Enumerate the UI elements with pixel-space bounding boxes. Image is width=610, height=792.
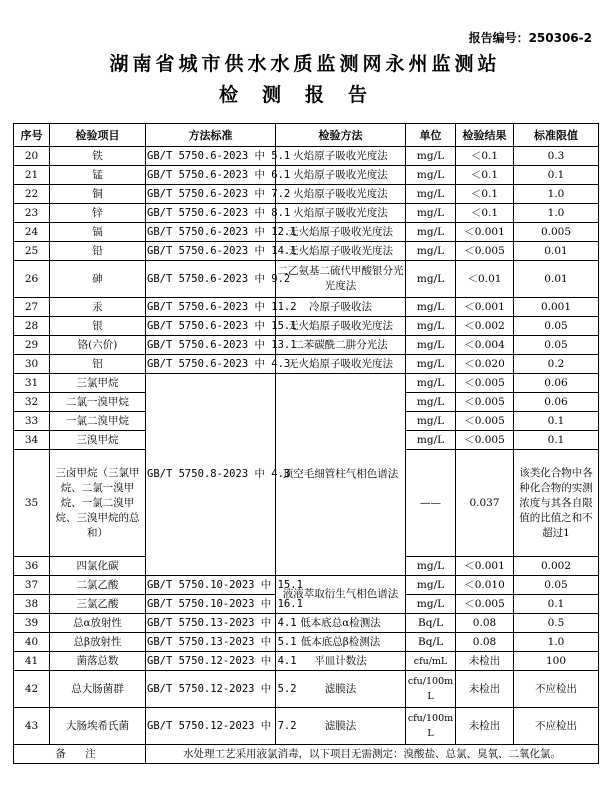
table-header-row [14,124,599,147]
cell-unit: mg/L [406,336,456,355]
cell-item: 镉 [50,223,146,242]
cell-method-merged: 液液萃取衍生气相色谱法 [276,576,406,614]
cell-limit: 0.1 [514,166,599,185]
header-result: 检验结果 [456,124,514,147]
cell-limit: 0.06 [514,374,599,393]
cell-seq: 22 [14,185,50,204]
cell-seq: 25 [14,242,50,261]
cell-method: 火焰原子吸收光度法 [276,147,406,166]
cell-limit: 0.06 [514,393,599,412]
page-title: 湖南省城市供水水质监测网永州监测站 [109,53,501,75]
cell-limit: 0.3 [514,147,599,166]
cell-method: 无火焰原子吸收光度法 [276,242,406,261]
table-row [14,633,599,652]
cell-result: 未检出 [456,671,514,708]
table-row [14,242,599,261]
cell-unit: mg/L [406,393,456,412]
cell-unit: Bq/L [406,614,456,633]
cell-method: 滤膜法 [276,708,406,745]
cell-method: 二乙氨基二硫代甲酸银分光光度法 [276,261,406,298]
cell-item: 铅 [50,242,146,261]
cell-standard: GB/T 5750.10-2023 中 15.1 [146,576,276,595]
cell-method: 火焰原子吸收光度法 [276,166,406,185]
cell-seq: 41 [14,652,50,671]
table-row [14,298,599,317]
cell-method: 低本底总α检测法 [276,614,406,633]
cell-result: ＜0.005 [456,242,514,261]
cell-seq: 39 [14,614,50,633]
cell-result: 0.08 [456,614,514,633]
cell-standard-merged: GB/T 5750.8-2023 中 4.3 [146,374,276,576]
cell-limit: 0.1 [514,431,599,450]
cell-unit: mg/L [406,595,456,614]
table-row [14,317,599,336]
cell-unit: mg/L [406,557,456,576]
cell-standard: GB/T 5750.6-2023 中 8.1 [146,204,276,223]
cell-standard: GB/T 5750.6-2023 中 15.1 [146,317,276,336]
table-row [14,185,599,204]
cell-item: 总大肠菌群 [50,671,146,708]
cell-item: 三溴甲烷 [50,431,146,450]
cell-result: ＜0.001 [456,298,514,317]
cell-result: ＜0.1 [456,204,514,223]
cell-item: 银 [50,317,146,336]
table-row [14,576,599,595]
cell-result: ＜0.005 [456,431,514,450]
cell-limit: 0.1 [514,412,599,431]
cell-limit: 0.001 [514,298,599,317]
cell-standard: GB/T 5750.10-2023 中 16.1 [146,595,276,614]
header-seq: 序号 [14,124,50,147]
cell-item: 铬(六价) [50,336,146,355]
cell-seq: 42 [14,671,50,708]
cell-result: 0.037 [456,450,514,557]
cell-standard: GB/T 5750.12-2023 中 7.2 [146,708,276,745]
cell-standard: GB/T 5750.6-2023 中 11.2 [146,298,276,317]
cell-limit: 0.1 [514,595,599,614]
cell-result: ＜0.005 [456,595,514,614]
cell-seq: 26 [14,261,50,298]
cell-standard: GB/T 5750.12-2023 中 5.2 [146,671,276,708]
cell-limit: 1.0 [514,633,599,652]
cell-result: 未检出 [456,652,514,671]
header-unit: 单位 [406,124,456,147]
cell-item: 三氯乙酸 [50,595,146,614]
cell-method-merged: 顶空毛细管柱气相色谱法 [276,374,406,576]
table-row [14,261,599,298]
cell-item: 菌落总数 [50,652,146,671]
cell-method: 无火焰原子吸收光度法 [276,223,406,242]
cell-method: 冷原子吸收法 [276,298,406,317]
table-row [14,223,599,242]
cell-seq: 28 [14,317,50,336]
cell-standard: GB/T 5750.6-2023 中 4.3 [146,355,276,374]
remarks-text: 水处理工艺采用液氯消毒，以下项目无需测定：溴酸盐、总氯、臭氧、二氧化氯。 [146,745,599,764]
table-row [14,614,599,633]
cell-seq: 36 [14,557,50,576]
cell-limit: 不应检出 [514,671,599,708]
cell-standard: GB/T 5750.13-2023 中 4.1 [146,614,276,633]
table-row [14,166,599,185]
cell-item: 汞 [50,298,146,317]
cell-unit: mg/L [406,298,456,317]
cell-standard: GB/T 5750.6-2023 中 9.2 [146,261,276,298]
cell-seq: 30 [14,355,50,374]
cell-seq: 21 [14,166,50,185]
cell-seq: 24 [14,223,50,242]
cell-method: 二苯碳酰二肼分光法 [276,336,406,355]
cell-item: 铝 [50,355,146,374]
cell-unit: mg/L [406,355,456,374]
cell-limit: 0.05 [514,576,599,595]
cell-seq: 34 [14,431,50,450]
cell-unit: mg/L [406,147,456,166]
cell-item: 铜 [50,185,146,204]
cell-standard: GB/T 5750.6-2023 中 6.1 [146,166,276,185]
cell-seq: 33 [14,412,50,431]
cell-result: ＜0.005 [456,412,514,431]
cell-limit: 0.002 [514,557,599,576]
header-standard: 方法标准 [146,124,276,147]
cell-result: ＜0.1 [456,185,514,204]
page-subtitle: 检测报告 [218,84,391,106]
header-limit: 标准限值 [514,124,599,147]
cell-limit: 1.0 [514,185,599,204]
cell-result: ＜0.1 [456,166,514,185]
cell-limit: 100 [514,652,599,671]
cell-standard: GB/T 5750.12-2023 中 4.1 [146,652,276,671]
report-number: 报告编号：250306-2 [468,31,592,45]
cell-standard: GB/T 5750.6-2023 中 7.2 [146,185,276,204]
cell-standard: GB/T 5750.6-2023 中 12.1 [146,223,276,242]
cell-standard: GB/T 5750.6-2023 中 5.1 [146,147,276,166]
cell-result: ＜0.002 [456,317,514,336]
cell-result: ＜0.001 [456,223,514,242]
results-table [13,123,599,764]
cell-item: 三卤甲烷（三氯甲烷、二氯一溴甲烷、一氯二溴甲烷、三溴甲烷的总和） [50,450,146,557]
cell-method: 平皿计数法 [276,652,406,671]
cell-seq: 20 [14,147,50,166]
cell-seq: 35 [14,450,50,557]
cell-method: 无火焰原子吸收光度法 [276,317,406,336]
cell-item: 大肠埃希氏菌 [50,708,146,745]
cell-method: 滤膜法 [276,671,406,708]
cell-item: 二氯乙酸 [50,576,146,595]
cell-limit: 该类化合物中各种化合物的实测浓度与其各自限值的比值之和不超过1 [514,450,599,557]
cell-method: 火焰原子吸收光度法 [276,204,406,223]
cell-result: ＜0.001 [456,557,514,576]
cell-method: 火焰原子吸收光度法 [276,185,406,204]
cell-limit: 0.01 [514,261,599,298]
cell-limit: 0.01 [514,242,599,261]
cell-item: 三氯甲烷 [50,374,146,393]
cell-seq: 40 [14,633,50,652]
cell-item: 总β放射性 [50,633,146,652]
cell-item: 一氯二溴甲烷 [50,412,146,431]
cell-result: ＜0.010 [456,576,514,595]
cell-item: 锌 [50,204,146,223]
cell-result: ＜0.01 [456,261,514,298]
cell-unit: mg/L [406,261,456,298]
cell-unit: cfu/100mL [406,671,456,708]
cell-seq: 27 [14,298,50,317]
cell-unit: mg/L [406,223,456,242]
cell-limit: 1.0 [514,204,599,223]
cell-seq: 37 [14,576,50,595]
table-row [14,336,599,355]
header-method: 检验方法 [276,124,406,147]
cell-standard: GB/T 5750.13-2023 中 5.1 [146,633,276,652]
cell-limit: 0.5 [514,614,599,633]
cell-unit: mg/L [406,242,456,261]
cell-standard: GB/T 5750.6-2023 中 14.1 [146,242,276,261]
cell-seq: 31 [14,374,50,393]
cell-unit: mg/L [406,412,456,431]
cell-result: 0.08 [456,633,514,652]
cell-item: 四氯化碳 [50,557,146,576]
header-item: 检验项目 [50,124,146,147]
cell-method: 无火焰原子吸收光度法 [276,355,406,374]
cell-seq: 23 [14,204,50,223]
cell-result: ＜0.005 [456,374,514,393]
cell-item: 锰 [50,166,146,185]
cell-limit: 0.05 [514,336,599,355]
cell-limit: 0.05 [514,317,599,336]
cell-item: 砷 [50,261,146,298]
cell-unit: mg/L [406,204,456,223]
cell-limit: 0.2 [514,355,599,374]
cell-unit: cfu/100mL [406,708,456,745]
cell-unit: mg/L [406,185,456,204]
table-row [14,147,599,166]
table-row [14,671,599,708]
cell-result: ＜0.020 [456,355,514,374]
cell-item: 总α放射性 [50,614,146,633]
cell-standard: GB/T 5750.6-2023 中 13.1 [146,336,276,355]
table-row [14,204,599,223]
table-row [14,708,599,745]
cell-unit: mg/L [406,374,456,393]
cell-seq: 43 [14,708,50,745]
cell-result: ＜0.004 [456,336,514,355]
cell-result: ＜0.1 [456,147,514,166]
cell-method: 低本底总β检测法 [276,633,406,652]
remarks-row [14,745,599,764]
cell-seq: 32 [14,393,50,412]
cell-limit: 不应检出 [514,708,599,745]
cell-result: 未检出 [456,708,514,745]
table-row [14,355,599,374]
cell-unit: mg/L [406,317,456,336]
cell-seq: 38 [14,595,50,614]
table-row [14,652,599,671]
table-row [14,374,599,393]
cell-item: 铁 [50,147,146,166]
cell-limit: 0.005 [514,223,599,242]
remarks-label: 备 注 [14,745,146,764]
cell-item: 二氯一溴甲烷 [50,393,146,412]
cell-unit: mg/L [406,431,456,450]
cell-unit: mg/L [406,576,456,595]
cell-result: ＜0.005 [456,393,514,412]
cell-unit: mg/L [406,166,456,185]
cell-unit: —— [406,450,456,557]
cell-unit: cfu/mL [406,652,456,671]
cell-seq: 29 [14,336,50,355]
cell-unit: Bq/L [406,633,456,652]
